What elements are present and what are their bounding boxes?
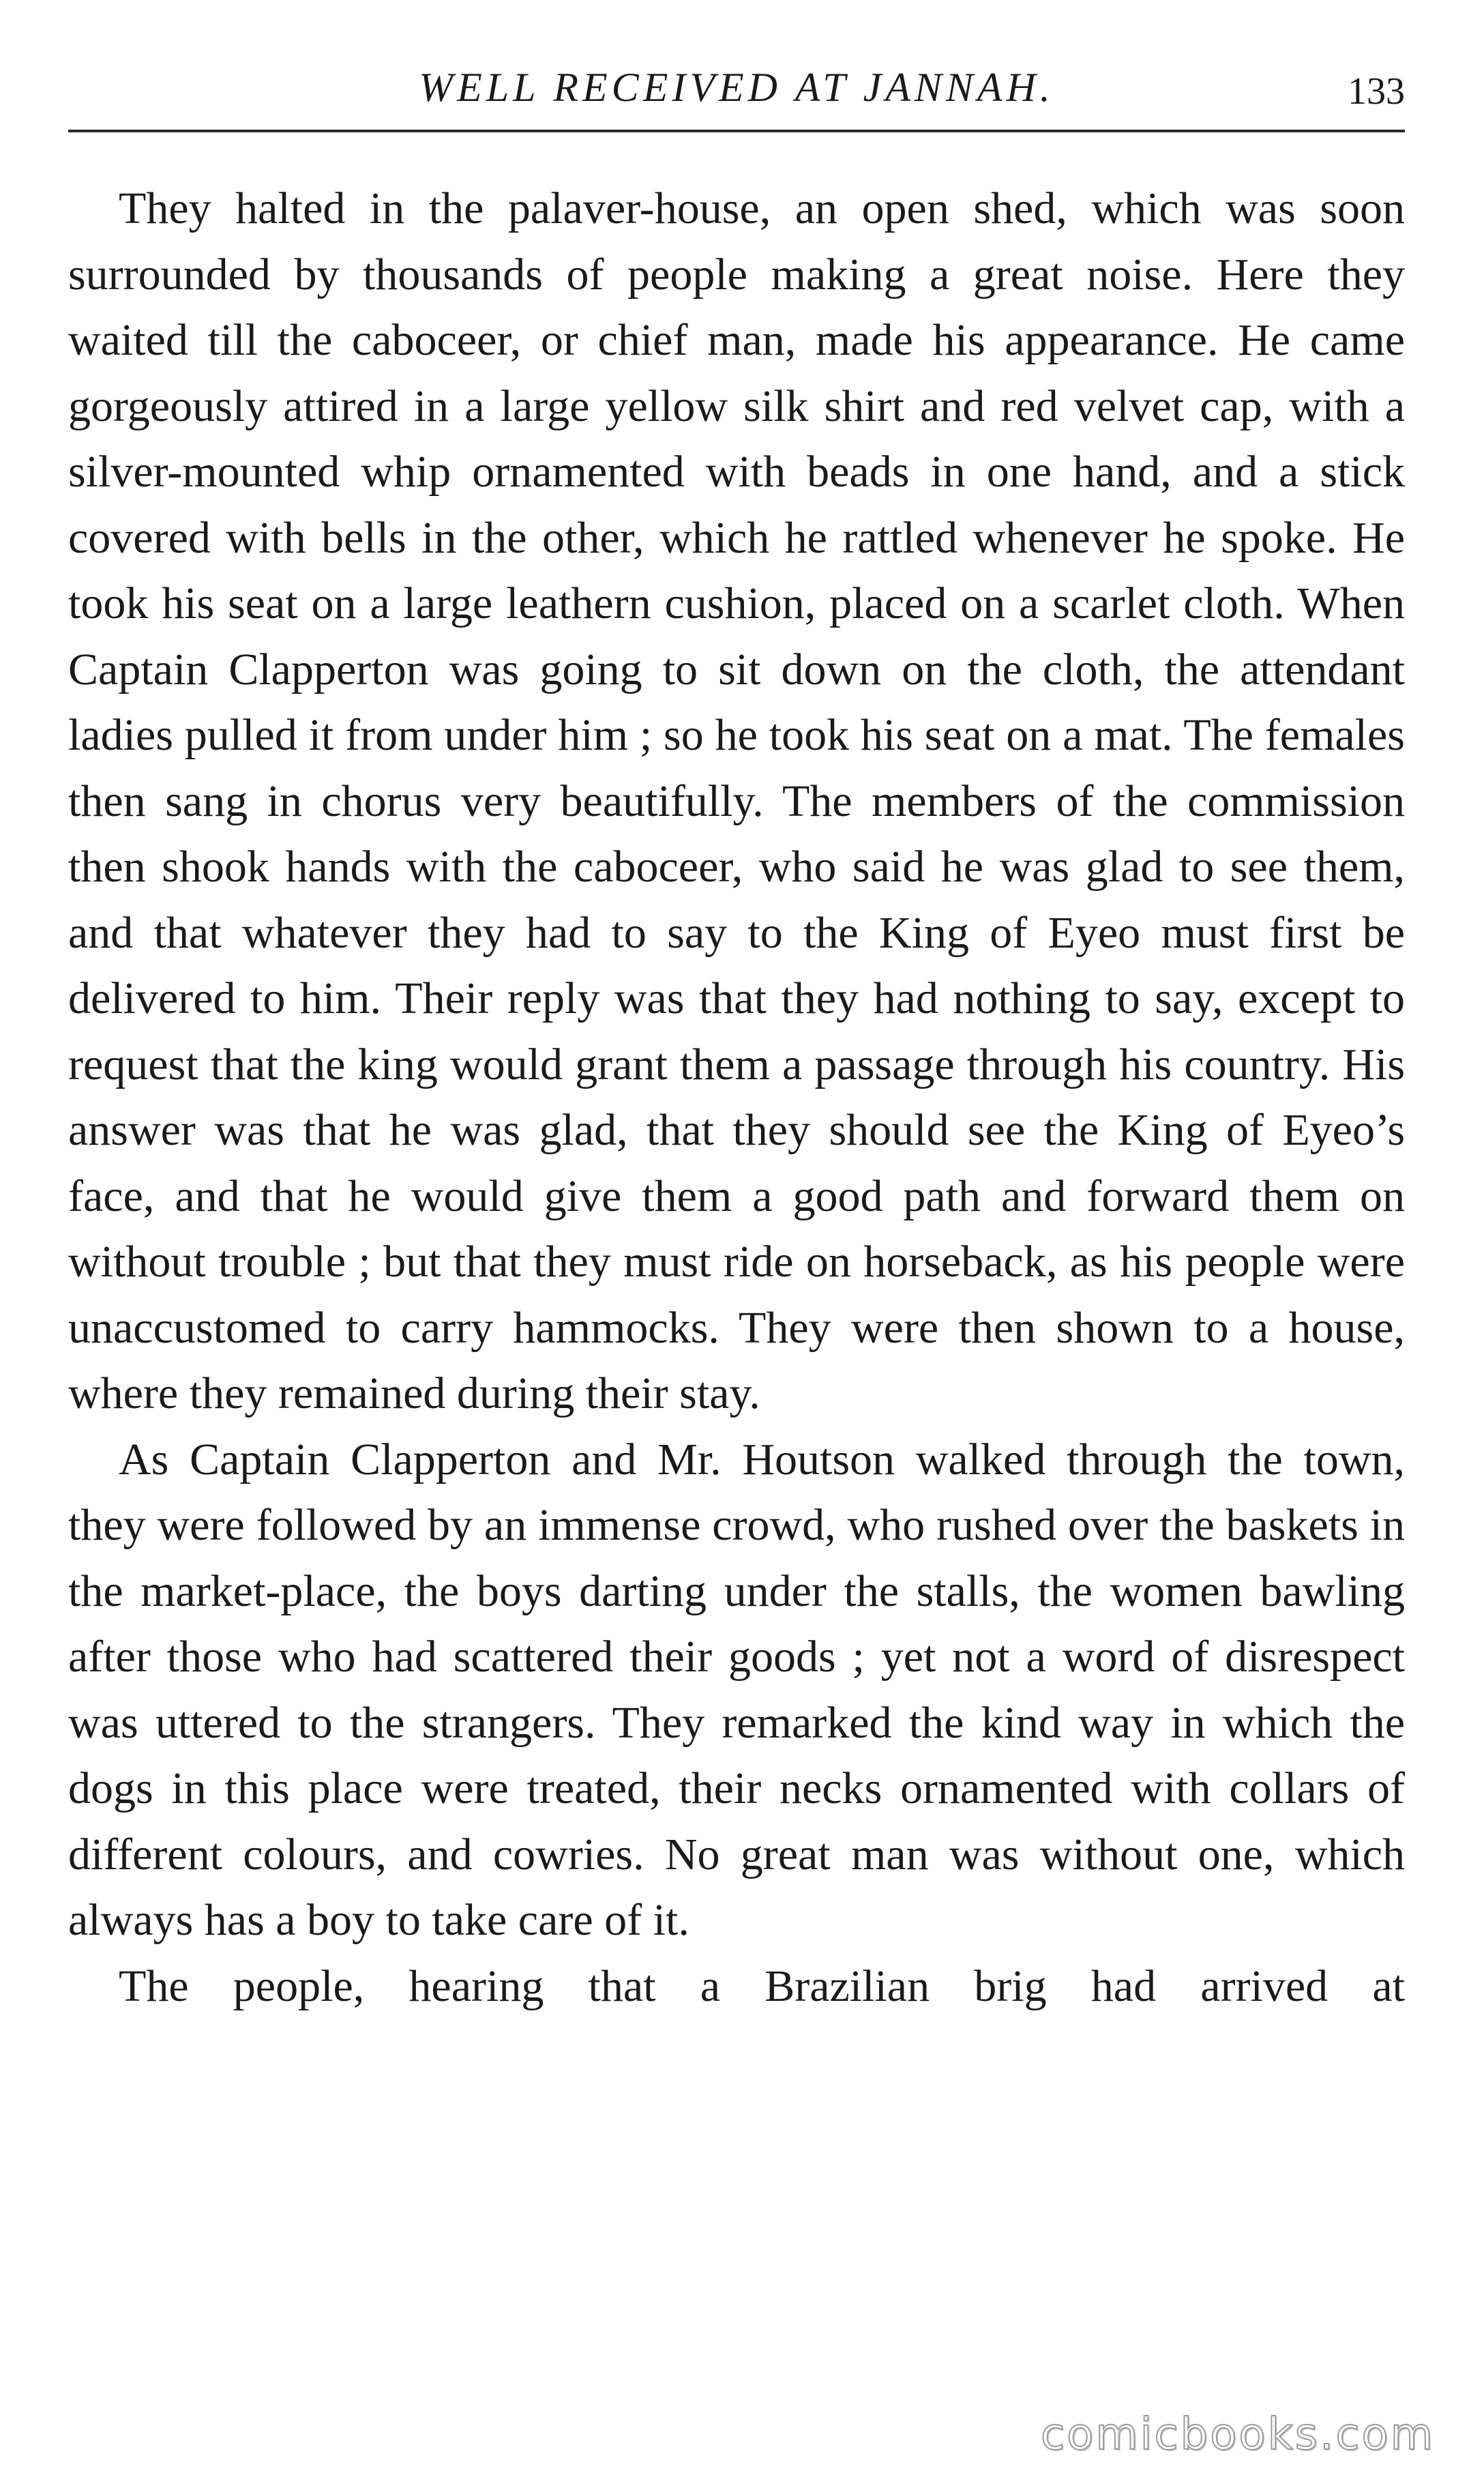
- text-line: dogs in this place were treated, their necks ornamented with: [68, 1763, 1211, 1813]
- text-line: them, and that whatever they had to say to the King of Eyeo: [68, 842, 1406, 958]
- text-line: silk shirt and red velvet cap, with a silver-mounted whip: [68, 381, 1406, 497]
- running-title: WELL RECEIVED AT JANNAH.: [419, 65, 1054, 110]
- text-line: on without trouble ; but that they must ride on horseback, as: [68, 1171, 1405, 1287]
- text-line: he was glad, that they should see the King of Eyeo’s face,: [68, 1105, 1405, 1221]
- text-line: took his seat on a large leathern cushion, placed on a scarlet: [68, 578, 1170, 628]
- text-line: They halted in the palaver-house, an open shed, which was: [119, 184, 1296, 233]
- text-line: the cloth, the attendant ladies pulled it from under him ; so: [68, 644, 1406, 760]
- text-line: shook hands with the caboceer, who said he was glad to see: [162, 842, 1288, 892]
- text-line: under the stalls, the women bawling after those who had: [68, 1566, 1405, 1682]
- text-line: nothing to say, except to request that the king would grant: [68, 973, 1406, 1089]
- text-line: were then shown to a house, where they remained during: [68, 1302, 1405, 1418]
- text-line: his appearance. He came gorgeously attired in a large yellow: [68, 315, 1405, 431]
- text-line: to the strangers. They remarked the kind way in which the: [297, 1697, 1406, 1748]
- text-line: ornamented with beads in one hand, and a stick covered with: [68, 447, 1405, 563]
- body-text: [68, 176, 1405, 2019]
- text-line: he took his seat on a mat. The females then sang in chorus: [68, 710, 1405, 826]
- paragraph-town-walk: [68, 1427, 1405, 1954]
- running-head: [68, 60, 1405, 115]
- text-line: noise. Here they waited till the caboceer, or chief man, made: [68, 249, 1405, 365]
- text-line: soon surrounded by thousands of people making a great: [68, 184, 1405, 299]
- text-line: very beautifully. The members of the commission then: [68, 776, 1406, 892]
- text-line: them a passage through his country. His answer was that: [68, 1039, 1405, 1155]
- text-line: The people, hearing that a Brazilian brig had arrived at: [119, 1961, 1405, 2011]
- paragraph-brazilian-brig: [68, 1954, 1405, 2020]
- header-rule: [68, 130, 1405, 132]
- text-line: the town, they were followed by an immense crowd, who: [68, 1434, 1406, 1550]
- text-line: bells in the other, which he rattled whenever he spoke. He: [321, 512, 1405, 563]
- text-line: rushed over the baskets in the market-place, the boys darting: [68, 1500, 1406, 1616]
- text-line: scattered their goods ; yet not a word of disrespect was uttered: [68, 1632, 1405, 1748]
- watermark-logo: comicbooks.com: [1040, 2410, 1435, 2460]
- text-line: and that he would give them a good path and forward them: [175, 1171, 1340, 1221]
- paragraph-palaver-house: [68, 176, 1405, 1427]
- text-line: must first be delivered to him. Their reply was that they had: [68, 907, 1406, 1023]
- text-line: his people were unaccustomed to carry hammocks. They: [68, 1237, 1405, 1353]
- text-line: without one, which always has a boy to take care of it.: [68, 1829, 1406, 1945]
- text-line: collars of different colours, and cowries. No great man was: [68, 1763, 1406, 1879]
- page-number: 133: [1348, 70, 1405, 113]
- text-line: cloth. When Captain Clapperton was going to sit down on: [68, 578, 1405, 694]
- text-line: their stay.: [585, 1368, 760, 1418]
- text-line: As Captain Clapperton and Mr. Houtson walked through: [119, 1434, 1207, 1484]
